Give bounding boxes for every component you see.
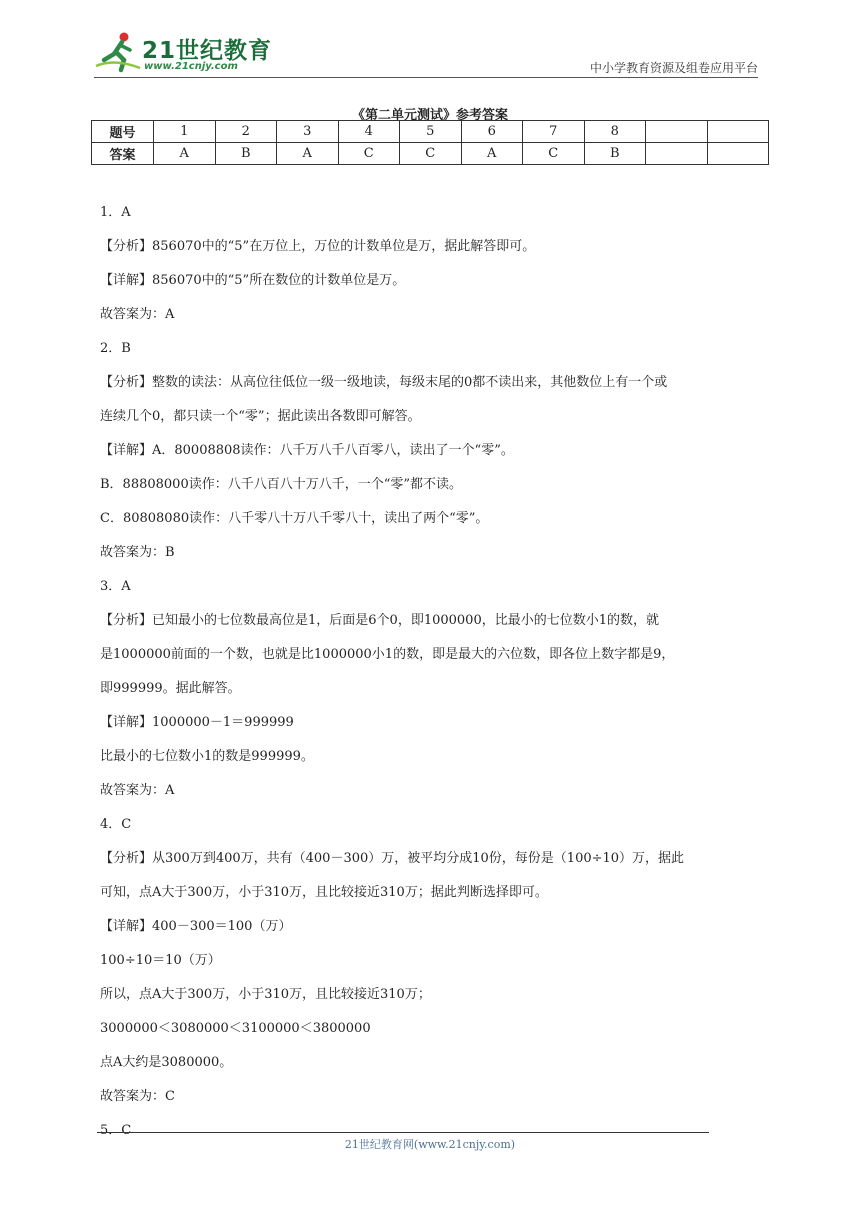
site-logo [94,30,273,74]
explanation-line: 故答案为：A [100,783,175,798]
explanation-line: 【详解】A．80008808读作：八千万八千八百零八，读出了一个“零”。 [100,443,514,458]
explanation-line: 可知，点A大于300万，小于310万，且比较接近310万；据此判断选择即可。 [100,885,548,900]
explanation-line: 是1000000前面的一个数，也就是比1000000小1的数，即是最大的六位数，即各位上数字都是9， [100,647,675,662]
page-header [94,26,758,78]
answer-table [91,120,769,165]
answer-cell: C [400,143,462,165]
explanation-line: 100÷10＝10（万） [100,953,221,968]
answer-cell: B [584,143,646,165]
question-number-cell [707,121,769,143]
explanation-line: C．80808080读作：八千零八十万八千零八十，读出了两个“零”。 [100,511,489,526]
question-number-cell: 8 [584,121,646,143]
explanation-line: 故答案为：C [100,1089,175,1104]
question-number-cell: 1 [154,121,216,143]
explanation-line: 故答案为：B [100,545,175,560]
explanation-line: B．88808000读作：八千八百八十万八千，一个“零”都不读。 [100,477,463,492]
question-number-cell: 7 [523,121,585,143]
explanation-line: 【分析】已知最小的七位数最高位是1，后面是6个0，即1000000，比最小的七位数小1的数，就 [100,613,659,628]
explanation-line: 即999999。据此解答。 [100,681,241,696]
logo-url: www.21cnjy.com [144,61,238,72]
explanation-line: 5．C [100,1123,132,1138]
answer-cell: B [215,143,277,165]
explanation-line: 【详解】1000000－1＝999999 [100,715,294,730]
logo-text: 21世纪教育 [142,38,273,64]
answer-cell: A [461,143,523,165]
question-number-cell [646,121,708,143]
answer-cell: A [154,143,216,165]
row-label-number: 题号 [92,121,154,143]
header-divider [94,77,758,78]
explanation-line: 3000000＜3080000＜3100000＜3800000 [100,1021,371,1036]
question-number-cell: 6 [461,121,523,143]
explanation-line: 比最小的七位数小1的数是999999。 [100,749,314,764]
question-number-cell: 2 [215,121,277,143]
runner-logo-icon [94,30,142,74]
explanation-line: 2．B [100,341,131,356]
explanation-line: 故答案为：A [100,307,175,322]
platform-label: 中小学教育资源及组卷应用平台 [589,61,758,75]
answer-row [92,143,769,165]
explanation-line: 【详解】856070中的“5”所在数位的计数单位是万。 [100,273,406,288]
footer-divider [97,1132,709,1133]
question-number-row [92,121,769,143]
explanation-line: 3．A [100,579,131,594]
explanation-line: 【分析】从300万到400万，共有（400－300）万，被平均分成10份，每份是（100÷10）万，据此 [100,851,685,866]
answer-cell [646,143,708,165]
answer-cell: C [338,143,400,165]
answer-cell: C [523,143,585,165]
explanation-line: 【详解】400－300＝100（万） [100,919,292,934]
explanation-line: 4．C [100,817,132,832]
document-title: 《第二单元测试》参考答案 [351,108,508,123]
answer-cell: A [277,143,339,165]
row-label-answer: 答案 [92,143,154,165]
explanation-line: 【分析】856070中的“5”在万位上，万位的计数单位是万，据此解答即可。 [100,239,536,254]
question-number-cell: 5 [400,121,462,143]
footer-text: 21世纪教育网(www.21cnjy.com) [344,1138,516,1151]
question-number-cell: 3 [277,121,339,143]
question-number-cell: 4 [338,121,400,143]
explanation-line: 点A大约是3080000。 [100,1055,233,1070]
explanation-line: 【分析】整数的读法：从高位往低位一级一级地读，每级末尾的0都不读出来，其他数位上有一个或 [100,375,668,390]
explanation-line: 所以，点A大于300万，小于310万，且比较接近310万； [100,987,431,1002]
explanation-line: 连续几个0，都只读一个“零”；据此读出各数即可解答。 [100,409,421,424]
explanation-line: 1．A [100,205,131,220]
answer-explanations [100,196,765,1148]
answer-cell [707,143,769,165]
